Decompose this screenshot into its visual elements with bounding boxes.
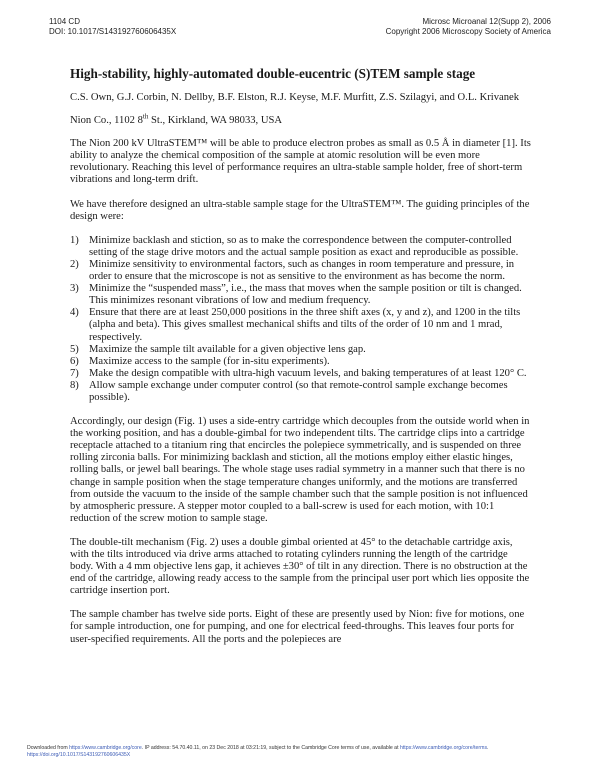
list-item-text: Minimize the “suspended mass”, i.e., the mass that moves when the sample position or tilt is changed. This minimizes resonant vibrations of low and medium frequency. [89,283,522,307]
running-header-right [386,17,551,37]
list-number: 2) [70,258,79,270]
footer-text: Downloaded from [27,745,70,751]
list-item-text: Ensure that there are at least 250,000 positions in the three shift axes (x, y and z), and 1200 in the tilts (alpha and beta). This gives smallest mechanical shifts and tilts of the order of 10 nm and 1 mrad, respectively. [89,307,521,343]
author-list: C.S. Own, G.J. Corbin, N. Dellby, B.F. Elston, R.J. Keyse, M.F. Murfitt, Z.S. Szilagyi, and O.L. Krivanek [70,92,520,103]
paper-body [70,66,532,658]
list-item-text: Minimize sensitivity to environmental factors, such as changes in room temperature and pressure, in order to ensure that the microscope is not as sensitive to the environment as has become the norm. [89,258,515,283]
footer-text: . [487,745,489,751]
tilt-paragraph: The double-tilt mechanism (Fig. 2) uses a double gimbal oriented at 45° to the detachable cartridge axis, with the tilts introduced via drive arms attached to rotating cylinders running the length of the cartridge body. With a 4 mm objective lens gap, it achieves ±30° of tilt in any direction. There is no obstruction at the end of the cartridge, allowing ready access to the sample from the principal user port which lies opposite the cartridge insertion port. [70,536,530,597]
design-paragraph: Accordingly, our design (Fig. 1) uses a side-entry cartridge which decouples from the outside world when in the working position, and has a double-gimbal for two independent tilts. The cartridge clips into a cartridge receptacle attached to a titanium ring that encircles the polepiece symmetrically, and is suspended on three rolling zirconia balls. For minimizing backlash and stiction, all the motions employ either elastic hinges, rolling balls, or jewel ball bearings. The whole stage uses radial symmetry in a manner such that there is no change in sample position when the stage temperature changes uniformly, and the motions are transferred from outside the vacuum to the inside of the sample chamber such that the sample position is not influenced by atmospheric pressure. A stepper motor coupled to a ball-screw is used for each motion, with 10:1 reduction of the screw motion to sample stage. [70,416,530,524]
list-item-text: Make the design compatible with ultra-high vacuum levels, and baking temperatures of at least 120° C. [89,367,527,379]
affiliation [70,112,532,127]
cambridge-core-link[interactable]: https://www.cambridge.org/core [69,745,142,751]
list-item-text: Allow sample exchange under computer control (so that remote-control sample exchange becomes possible). [89,379,508,403]
journal-citation: Microsc Microanal 12(Supp 2), 2006 [422,17,551,26]
list-number: 1) [70,234,79,246]
list-item [70,235,532,259]
list-item [70,356,532,368]
list-number: 7) [70,367,79,379]
list-number: 3) [70,283,79,295]
list-number: 4) [70,307,79,319]
design-intro-paragraph: We have therefore designed an ultra-stable sample stage for the UltraSTEM™. The guiding principles of the design were: [70,198,530,222]
copyright-line: Copyright 2006 Microscopy Society of America [385,27,551,36]
affiliation-post: St., Kirkland, WA 98033, USA [148,115,283,127]
list-item [70,307,532,343]
affiliation-sup: th [142,112,149,121]
design-principles-list [70,235,532,404]
list-number: 5) [70,343,79,355]
list-item [70,344,532,356]
list-item-text: Minimize backlash and stiction, so as to make the correspondence between the computer-controlled setting of the stage drive motors and the actual sample position as exact and reproducible as possible. [89,234,519,258]
intro-paragraph: The Nion 200 kV UltraSTEM™ will be able to produce electron probes as small as 0.5 Å in diameter [1]. Its ability to analyze the chemical composition of the sample at atomic resolution will be even more revolutionary. Reaching this level of performance requires an ultra-stable sample holder, free of short-term vibrations and long-term drift. [70,138,531,186]
list-number: 8) [70,379,79,391]
list-item-text: Maximize the sample tilt available for a given objective lens gap. [89,343,366,355]
doi-link[interactable]: https://doi.org/10.1017/S143192760606435X [27,752,131,758]
doi-line: DOI: 10.1017/S143192760606435X [49,27,177,36]
list-item [70,368,532,380]
list-number: 6) [70,355,79,367]
footer-text: . IP address: 54.70.40.11, on 23 Dec 2018 at 03:21:19, subject to the Cambridge Core terms of use, available at [141,745,400,751]
running-header-left [49,17,176,37]
download-footer [27,745,573,759]
paper-title: High-stability, highly-automated double-eucentric (S)TEM sample stage [70,66,476,81]
affiliation-pre: Nion Co., 1102 8 [70,115,143,127]
list-item [70,259,532,283]
page-code: 1104 CD [49,17,80,26]
list-item-text: Maximize access to the sample (for in-situ experiments). [89,355,330,367]
list-item [70,283,532,307]
list-item [70,380,532,404]
ports-paragraph: The sample chamber has twelve side ports. Eight of these are presently used by Nion: five for motions, one for sample introduction, one for pumping, and one for electrical feed-throughs. This leaves four ports for user-specified requirements. All the ports and the polepieces are [70,609,525,645]
terms-link[interactable]: https://www.cambridge.org/core/terms [399,745,488,751]
